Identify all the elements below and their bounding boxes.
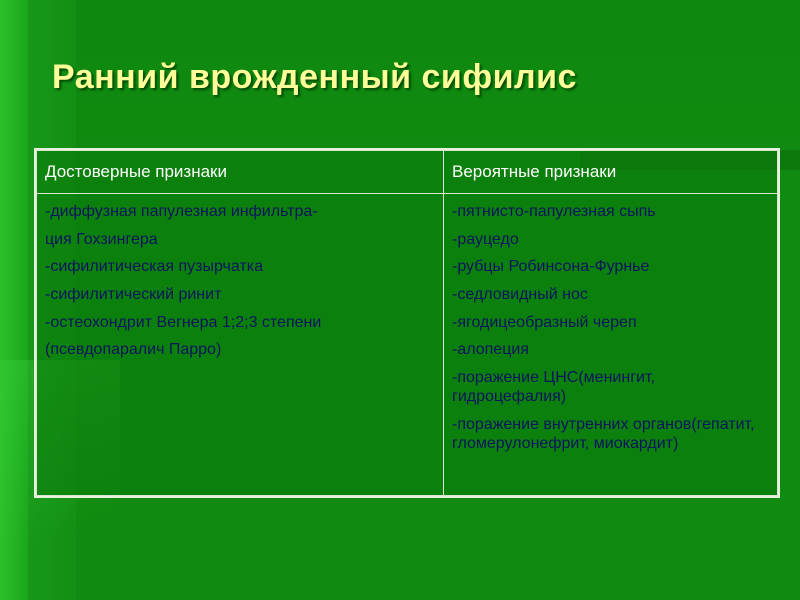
list-item: -рауцедо (452, 230, 519, 248)
table-row (37, 194, 778, 496)
list-item: -сифилитический ринит (45, 286, 222, 304)
column-header-probable: Вероятные признаки (444, 151, 778, 194)
probable-signs-cell (444, 194, 778, 496)
list-item: -алопеция (452, 341, 529, 359)
slide-title: Ранний врожденный сифилис (52, 58, 577, 96)
list-item: -поражение внутренних органов(гепатит, гломерулонефрит, миокардит) (452, 416, 755, 453)
reliable-signs-cell (37, 194, 444, 496)
list-item: ция Гохзингера (45, 230, 158, 248)
list-item: -поражение ЦНС(менингит, гидроцефалия) (452, 369, 655, 406)
table-header-row (37, 151, 778, 194)
list-item: -ягодицеобразный череп (452, 313, 637, 331)
list-item: -диффузная папулезная инфильтра- (45, 203, 318, 220)
list-item: (псевдопаралич Парро) (45, 341, 222, 359)
list-item: -рубцы Робинсона-Фурнье (452, 258, 650, 276)
list-item: -пятнисто-папулезная сыпь (452, 203, 656, 220)
list-item: -седловидный нос (452, 286, 588, 304)
signs-table (34, 148, 780, 498)
list-item: -сифилитическая пузырчатка (45, 258, 264, 276)
list-item: -остеохондрит Вегнера 1;2;3 степени (45, 313, 322, 331)
column-header-reliable: Достоверные признаки (37, 151, 444, 194)
